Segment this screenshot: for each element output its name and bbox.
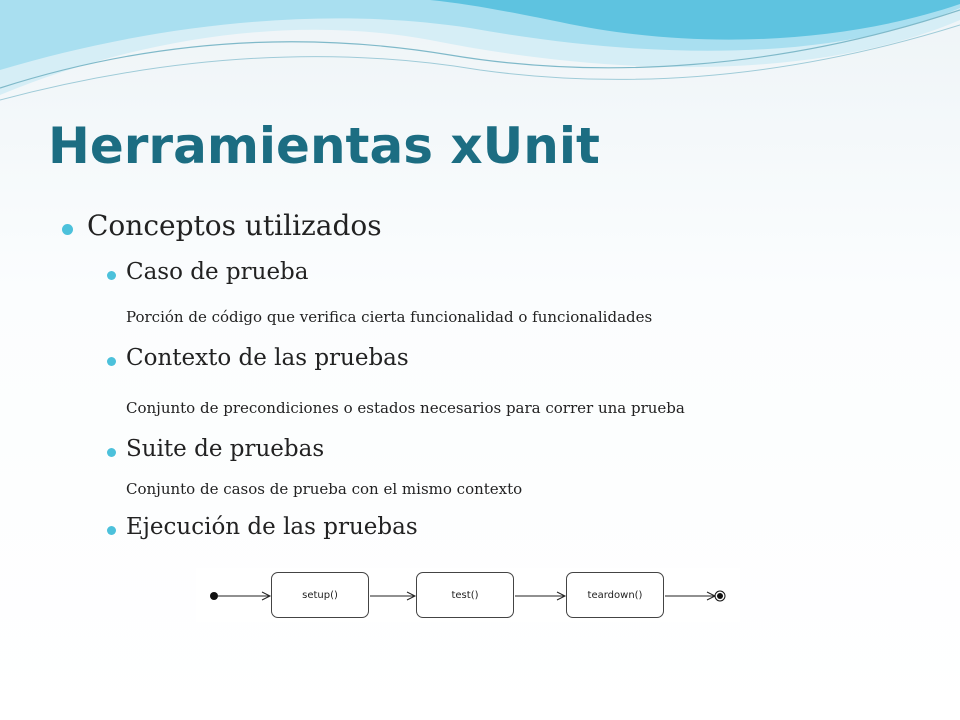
bullet-icon	[107, 526, 116, 535]
item-label-contexto: Contexto de las pruebas	[126, 345, 409, 371]
bullet-icon	[107, 357, 116, 366]
item-label-ejecucion: Ejecución de las pruebas	[126, 514, 418, 540]
bullet-icon	[107, 448, 116, 457]
item-label-suite: Suite de pruebas	[126, 436, 325, 462]
bullet-icon	[107, 271, 116, 280]
header-wave-decoration	[0, 0, 960, 120]
section-heading: Conceptos utilizados	[87, 209, 382, 242]
state-setup: setup()	[271, 572, 369, 618]
slide-title: Herramientas xUnit	[48, 117, 600, 175]
bullet-icon	[62, 224, 73, 235]
execution-flow-diagram	[196, 568, 740, 622]
item-desc-suite: Conjunto de casos de prueba con el mismo contexto	[126, 480, 523, 498]
state-test: test()	[416, 572, 514, 618]
initial-state-icon	[210, 592, 218, 600]
item-label-caso: Caso de prueba	[126, 259, 309, 285]
item-desc-caso: Porción de código que verifica cierta funcionalidad o funcionalidades	[126, 308, 653, 326]
item-desc-contexto: Conjunto de precondiciones o estados necesarios para correr una prueba	[126, 399, 685, 417]
state-teardown: teardown()	[566, 572, 664, 618]
